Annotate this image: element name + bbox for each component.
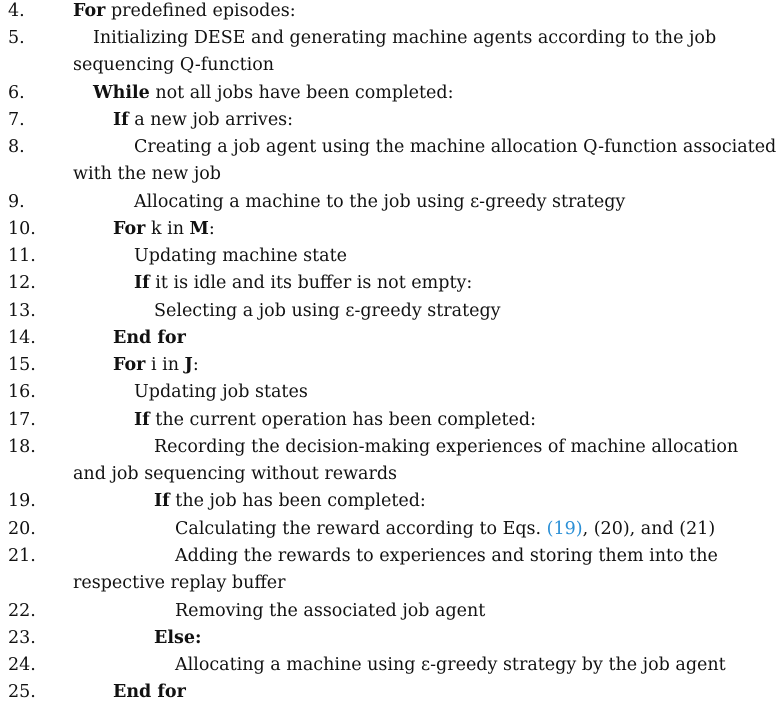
line-text: Allocating a machine to the job using ε-greedy strategy <box>134 192 626 212</box>
line-text: Selecting a job using ε-greedy strategy <box>154 301 501 321</box>
algo-line-13 <box>0 298 778 325</box>
line-number: 17. <box>8 410 36 430</box>
line-text: Updating job states <box>134 382 308 402</box>
line-text-continuation: sequencing Q-function <box>73 55 275 75</box>
algo-line-15 <box>0 352 778 379</box>
line-text: Updating machine state <box>134 246 347 266</box>
line-text: Recording the decision-making experiences of machine allocation <box>154 437 739 457</box>
line-text-continuation: respective replay buffer <box>73 573 286 593</box>
line-text-continuation: with the new job <box>73 164 221 184</box>
algo-line-8-continuation <box>0 161 778 188</box>
keyword: If <box>113 110 129 130</box>
line-text: , (20), and (21) <box>582 519 716 539</box>
line-number: 24. <box>8 655 36 675</box>
algo-line-4 <box>0 0 778 25</box>
keyword: For <box>73 1 106 21</box>
algo-line-7 <box>0 107 778 134</box>
algo-line-6 <box>0 80 778 107</box>
line-text: the job has been completed: <box>169 491 426 511</box>
algo-line-10 <box>0 216 778 243</box>
set-symbol: M <box>189 219 209 239</box>
keyword: If <box>134 410 150 430</box>
line-number: 4. <box>8 1 25 21</box>
algo-line-11 <box>0 243 778 270</box>
line-number: 14. <box>8 328 36 348</box>
keyword: While <box>93 83 150 103</box>
line-text: Calculating the reward according to Eqs. <box>175 519 547 539</box>
line-number: 19. <box>8 491 36 511</box>
line-number: 20. <box>8 519 36 539</box>
algo-line-22 <box>0 598 778 625</box>
line-text: Creating a job agent using the machine allocation Q-function associated <box>134 137 777 157</box>
algo-line-8 <box>0 134 778 161</box>
line-number: 25. <box>8 682 36 702</box>
line-number: 18. <box>8 437 36 457</box>
keyword: End for <box>113 682 186 702</box>
line-number: 15. <box>8 355 36 375</box>
line-text: a new job arrives: <box>128 110 294 130</box>
algo-line-12 <box>0 270 778 297</box>
line-number: 12. <box>8 273 36 293</box>
line-text: : <box>208 219 215 239</box>
algo-line-20 <box>0 516 778 543</box>
equation-reference-link[interactable]: (19) <box>546 519 583 539</box>
line-text: i in <box>145 355 185 375</box>
line-number: 6. <box>8 83 25 103</box>
line-number: 16. <box>8 382 36 402</box>
line-number: 13. <box>8 301 36 321</box>
line-number: 9. <box>8 192 25 212</box>
algo-line-9 <box>0 189 778 216</box>
line-number: 23. <box>8 628 36 648</box>
line-number: 11. <box>8 246 36 266</box>
algo-line-16 <box>0 379 778 406</box>
algo-line-17 <box>0 407 778 434</box>
algo-line-23 <box>0 625 778 652</box>
keyword: Else: <box>154 628 202 648</box>
algo-line-24 <box>0 652 778 679</box>
algo-line-14 <box>0 325 778 352</box>
keyword: For <box>113 355 146 375</box>
line-text: predefined episodes: <box>105 1 296 21</box>
set-symbol: J <box>184 355 193 375</box>
line-text: Initializing DESE and generating machine agents according to the job <box>93 28 717 48</box>
line-number: 10. <box>8 219 36 239</box>
line-text: it is idle and its buffer is not empty: <box>149 273 473 293</box>
algo-line-18-continuation <box>0 461 778 488</box>
line-number: 21. <box>8 546 36 566</box>
line-text: : <box>192 355 199 375</box>
algo-line-21-continuation <box>0 570 778 597</box>
algo-line-5 <box>0 25 778 52</box>
line-number: 7. <box>8 110 25 130</box>
line-number: 22. <box>8 601 36 621</box>
line-text: not all jobs have been completed: <box>149 83 454 103</box>
line-text: Adding the rewards to experiences and storing them into the <box>175 546 718 566</box>
algo-line-21 <box>0 543 778 570</box>
algo-line-18 <box>0 434 778 461</box>
line-text: Removing the associated job agent <box>175 601 486 621</box>
line-number: 8. <box>8 137 25 157</box>
keyword: End for <box>113 328 186 348</box>
algo-line-5-continuation <box>0 52 778 79</box>
line-text: k in <box>145 219 190 239</box>
line-number: 5. <box>8 28 25 48</box>
algo-line-19 <box>0 488 778 515</box>
keyword: If <box>154 491 170 511</box>
line-text-continuation: and job sequencing without rewards <box>73 464 398 484</box>
keyword: If <box>134 273 150 293</box>
line-text: the current operation has been completed: <box>149 410 536 430</box>
keyword: For <box>113 219 146 239</box>
algo-line-25 <box>0 679 778 706</box>
line-text: Allocating a machine using ε-greedy strategy by the job agent <box>175 655 726 675</box>
